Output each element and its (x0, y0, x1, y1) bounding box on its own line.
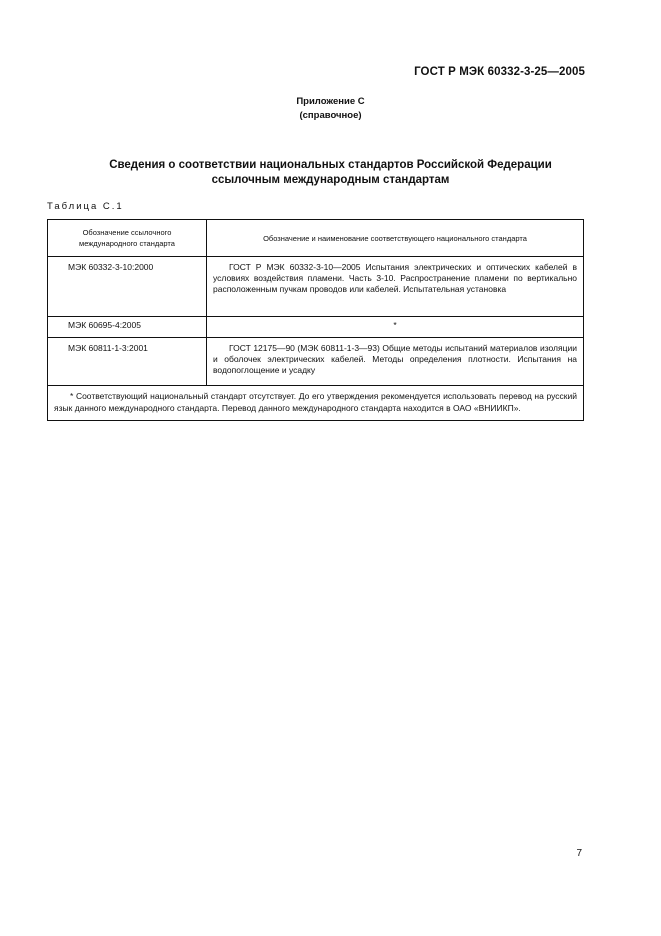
table-footnote (48, 386, 584, 421)
table-footnote-row (48, 386, 584, 421)
table-header-international-standard (48, 220, 207, 257)
table-label: Таблица С.1 (47, 201, 124, 212)
table-cell-code: МЭК 60695-4:2005 (48, 317, 207, 338)
table-cell-footnote-marker: * (207, 317, 584, 338)
annex-title: Приложение С (296, 96, 365, 107)
page-number: 7 (576, 848, 582, 859)
annex-note: (справочное) (299, 110, 362, 121)
page-title-line-1: Сведения о соответствии национальных стандартов Российской Федерации (109, 159, 552, 171)
annex-heading (0, 95, 661, 123)
page-title (40, 158, 621, 188)
table-row (48, 257, 584, 317)
table-cell-description (207, 257, 584, 317)
table-cell-description-text: ГОСТ Р МЭК 60332-3-10—2005 Испытания электрических и оптических кабелей в условиях воздействия пламени. Часть 3-10. Распространение пламени по вертикально расположенным пучкам проводов или кабелей. Испытательная установка (213, 262, 577, 295)
table-cell-description (207, 338, 584, 386)
table-header-national-standard: Обозначение и наименование соответствующего национального стандарта (207, 220, 584, 257)
table-header-row (48, 220, 584, 257)
table-cell-code: МЭК 60811-1-3:2001 (48, 338, 207, 386)
page-title-line-2: ссылочным международным стандартам (211, 174, 450, 186)
table-cell-description-text: ГОСТ 12175—90 (МЭК 60811-1-3—93) Общие методы испытаний материалов изоляции и оболочек электрических кабелей. Методы определения плотности. Испытания на водопоглощение и усадку (213, 343, 577, 376)
correspondence-table-wrapper (47, 219, 583, 421)
correspondence-table (47, 219, 584, 421)
table-footnote-text: * Соответствующий национальный стандарт отсутствует. До его утверждения рекомендуется использовать перевод на русский язык данного международного стандарта. Перевод данного международного стандарта находится в ОАО «ВНИИКП». (54, 391, 577, 413)
table-cell-code: МЭК 60332-3-10:2000 (48, 257, 207, 317)
table-header-col1-line1: Обозначение ссылочного (82, 228, 172, 237)
table-row (48, 317, 584, 338)
table-row (48, 338, 584, 386)
document-code-header: ГОСТ Р МЭК 60332-3-25—2005 (414, 66, 585, 78)
table-header-col1-line2: международного стандарта (79, 239, 175, 248)
